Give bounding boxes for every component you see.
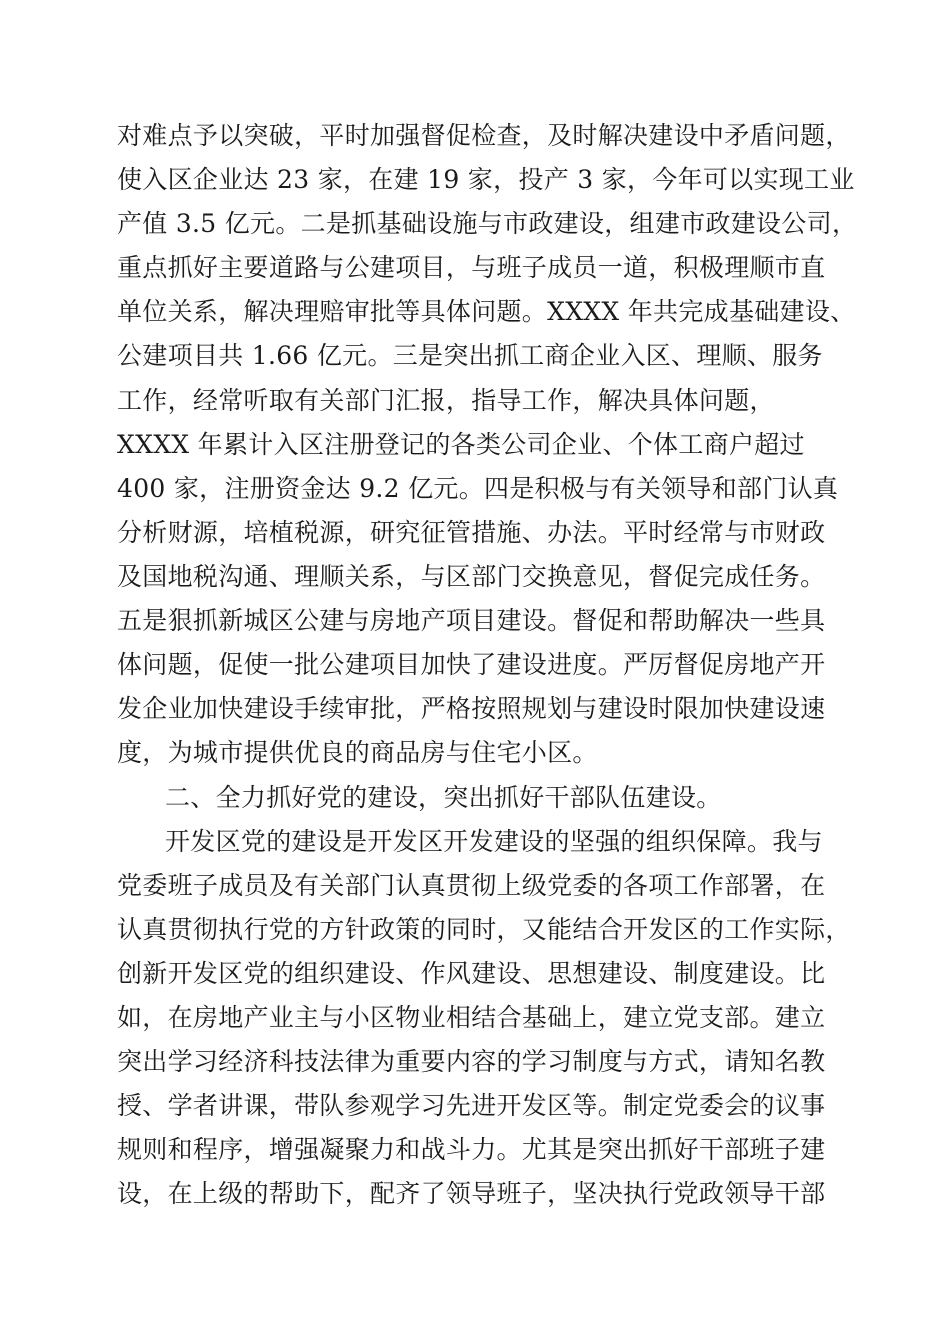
paragraph-first-line: 开发区党的建设是开发区开发建设的坚强的组织保障。我与 bbox=[165, 827, 823, 856]
text-line: 创新开发区党的组织建设、作风建设、思想建设、制度建设。比 bbox=[117, 959, 826, 988]
text-line: 党委班子成员及有关部门认真贯彻上级党委的各项工作部署，在 bbox=[117, 871, 826, 900]
text-line: 授、学者讲课，带队参观学习先进开发区等。制定党委会的议事 bbox=[117, 1091, 826, 1120]
text-line: 发企业加快建设手续审批，严格按照规划与建设时限加快建设速 bbox=[117, 694, 826, 723]
text-line: 度，为城市提供优良的商品房与住宅小区。 bbox=[117, 738, 598, 767]
text-line: 规则和程序，增强凝聚力和战斗力。尤其是突出抓好干部班子建 bbox=[117, 1135, 826, 1164]
text-line: 及国地税沟通、理顺关系，与区部门交换意见，督促完成任务。 bbox=[117, 562, 826, 591]
text-line: 400 家，注册资金达 9.2 亿元。四是积极与有关领导和部门认真 bbox=[117, 474, 839, 503]
text-line: 重点抓好主要道路与公建项目，与班子成员一道，积极理顺市直 bbox=[117, 253, 826, 282]
text-line: 产值 3.5 亿元。二是抓基础设施与市政建设，组建市政建设公司， bbox=[117, 209, 858, 238]
text-line: 突出学习经济科技法律为重要内容的学习制度与方式，请知名教 bbox=[117, 1047, 826, 1076]
text-line: 分析财源，培植税源，研究征管措施、办法。平时经常与市财政 bbox=[117, 518, 826, 547]
text-line: XXXX 年累计入区注册登记的各类公司企业、个体工商户超过 bbox=[117, 430, 805, 459]
text-line: 设，在上级的帮助下，配齐了领导班子，坚决执行党政领导干部 bbox=[117, 1179, 826, 1208]
text-line: 公建项目共 1.66 亿元。三是突出抓工商企业入区、理顺、服务 bbox=[117, 341, 823, 370]
section-heading: 二、全力抓好党的建设，突出抓好干部队伍建设。 bbox=[165, 783, 722, 812]
text-line: 单位关系，解决理赔审批等具体问题。XXXX 年共完成基础建设、 bbox=[117, 297, 856, 326]
text-line: 五是狠抓新城区公建与房地产项目建设。督促和帮助解决一些具 bbox=[117, 606, 826, 635]
text-line: 体问题，促使一批公建项目加快了建设进度。严厉督促房地产开 bbox=[117, 650, 826, 679]
text-line: 使入区企业达 23 家，在建 19 家，投产 3 家，今年可以实现工业 bbox=[117, 165, 855, 194]
text-line: 认真贯彻执行党的方针政策的同时，又能结合开发区的工作实际， bbox=[117, 915, 851, 944]
text-line: 如，在房地产业主与小区物业相结合基础上，建立党支部。建立 bbox=[117, 1003, 826, 1032]
text-line: 工作，经常听取有关部门汇报，指导工作，解决具体问题， bbox=[117, 386, 775, 415]
text-line: 对难点予以突破，平时加强督促检查，及时解决建设中矛盾问题， bbox=[117, 121, 851, 150]
